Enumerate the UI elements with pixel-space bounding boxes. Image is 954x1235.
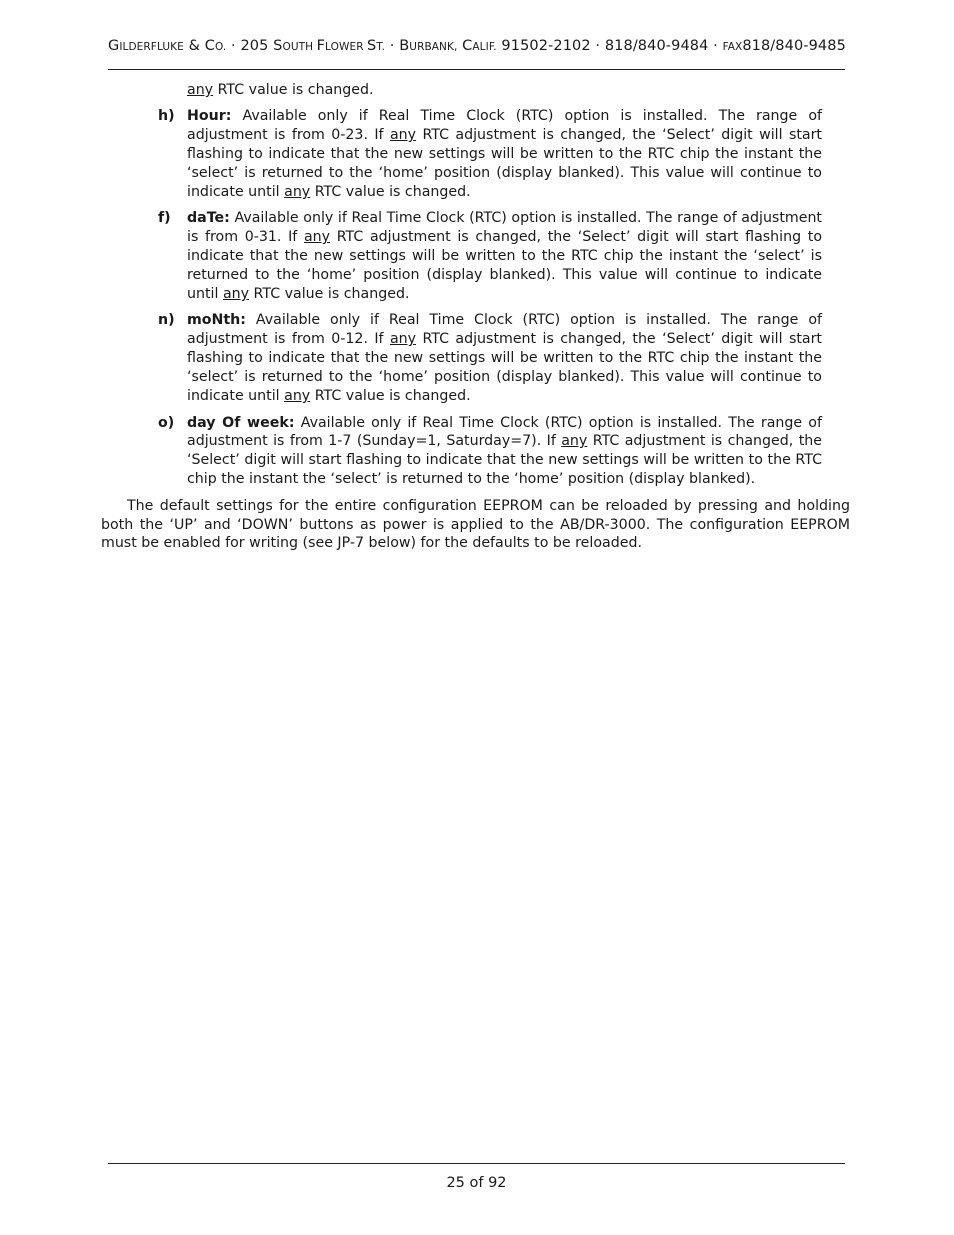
- list-item-hour: h) Hour: Available only if Real Time Clock (RTC) option is installed. The range of adjustment is from 0-23. If any RTC adjustment is changed, the ‘Select’ digit will start flashing to indicate that the new settings will be written to the RTC chip the instant the ‘select’ is returned to the ‘home’ position (display blanked). This value will continue to indicate until any RTC value is changed.: [158, 108, 822, 201]
- item-term: daTe:: [187, 210, 230, 227]
- item-term: Hour:: [187, 108, 232, 125]
- header-rule: [108, 69, 845, 70]
- list-item-month: n) moNth: Available only if Real Time Clock (RTC) option is installed. The range of adjustment is from 0-12. If any RTC adjustment is changed, the ‘Select’ digit will start flashing to indicate that the new settings will be written to the RTC chip the instant the ‘select’ is returned to the ‘home’ position (display blanked). This value will continue to indicate until any RTC value is changed.: [158, 312, 822, 405]
- city-state-zip: BURBANK, CALIF. 91502-2102: [399, 38, 591, 54]
- page-body: [0, 81, 954, 553]
- list-marker: o): [158, 414, 175, 431]
- list-item-day-of-week: o) day Of week: Available only if Real Time Clock (RTC) option is installed. The range of adjustment is from 1-7 (Sunday=1, Saturday=7). If any RTC adjustment is changed, the ‘Select’ digit will start flashing to indicate that the new settings will be written to the RTC chip the instant the ‘select’ is returned to the ‘home’ position (display blanked).: [158, 414, 822, 488]
- street-address: 205 SOUTH FLOWER ST.: [240, 38, 386, 54]
- page-number: 25 of 92: [446, 1175, 507, 1191]
- list-marker: n): [158, 312, 175, 329]
- list-marker: f): [158, 210, 171, 227]
- phone-number: 818/840-9484: [604, 38, 709, 54]
- company-name: GILDERFLUKE & CO.: [108, 38, 227, 54]
- fax-number: FAX818/840-9485: [722, 38, 846, 54]
- item-term: day Of week:: [187, 414, 295, 431]
- list-item-date: f) daTe: Available only if Real Time Clock (RTC) option is installed. The range of adjustment is from 0-31. If any RTC adjustment is changed, the ‘Select’ digit will start flashing to indicate that the new settings will be written to the RTC chip the instant the ‘select’ is returned to the ‘home’ position (display blanked). This value will continue to indicate until any RTC value is changed.: [158, 210, 823, 303]
- continued-text: any RTC value is changed.: [187, 82, 374, 98]
- body-paragraph: The default settings for the entire configuration EEPROM can be reloaded by pressing and holding both the ‘UP’ and ‘DOWN’ buttons as power is applied to the AB/DR-3000. The configuration EEPROM must be enabled for writing (see JP-7 below) for the defaults to be reloaded.: [101, 497, 850, 552]
- list-marker: h): [158, 108, 175, 125]
- footer-rule: [108, 1163, 845, 1164]
- item-term: moNth:: [187, 312, 246, 329]
- page-header: GILDERFLUKE & CO. · 205 SOUTH FLOWER ST. · BURBANK, CALIF. 91502-2102 · 818/840-9484 · FAX818/840-9485: [108, 38, 846, 54]
